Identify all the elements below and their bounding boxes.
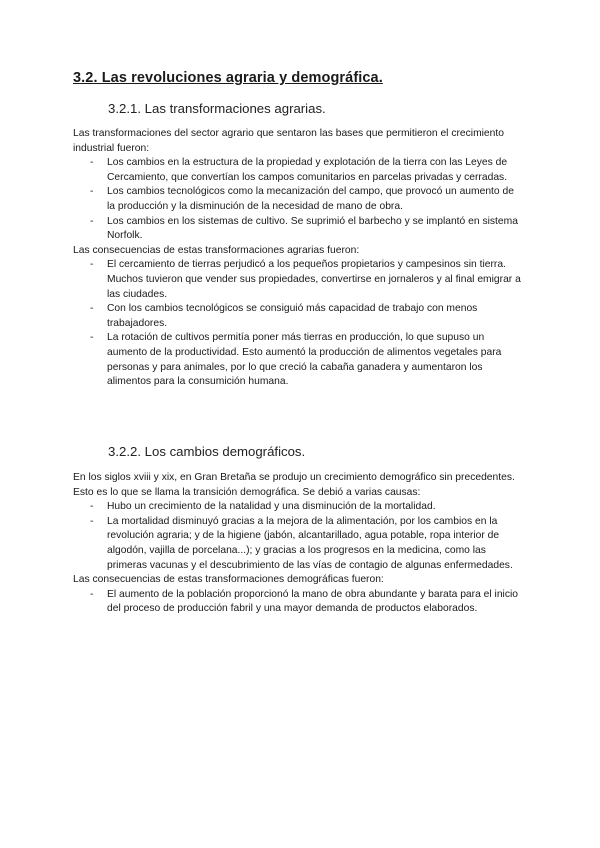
list-item: - Los cambios en la estructura de la propiedad y explotación de la tierra con las Leyes de Cercamiento, que convertían los campos comunitarios en parcelas privadas y cerradas. — [73, 156, 523, 185]
list-item: - Hubo un crecimiento de la natalidad y una disminución de la mortalidad. — [73, 500, 523, 515]
list-item: - Con los cambios tecnológicos se consiguió más capacidad de trabajo con menos trabajadores. — [73, 302, 523, 331]
list-item: - El cercamiento de tierras perjudicó a los pequeños propietarios y campesinos sin tierra. Muchos tuvieron que vender sus propiedades, convertirse en jornaleros y al final emigrar a las ciudades. — [73, 258, 523, 302]
list-item: - Los cambios tecnológicos como la mecanización del campo, que provocó un aumento de la producción y la disminución de la necesidad de mano de obra. — [73, 185, 523, 214]
demografico-list — [73, 500, 523, 573]
demografico-consequences-list — [73, 588, 523, 617]
subsection-title-agraria: 3.2.1. Las transformaciones agrarias. — [108, 101, 326, 116]
list-item: - Los cambios en los sistemas de cultivo. Se suprimió el barbecho y se implantó en sistema Norfolk. — [73, 215, 523, 244]
agraria-intro: Las transformaciones del sector agrario que sentaron las bases que permitieron el crecimiento industrial fueron: — [73, 128, 504, 154]
agraria-consequences-list — [73, 258, 523, 389]
agraria-consequences-intro: Las consecuencias de estas transformaciones agrarias fueron: — [73, 244, 360, 256]
demografico-consequences-intro: Las consecuencias de estas transformaciones demográficas fueron: — [73, 574, 384, 586]
agraria-body — [73, 127, 523, 390]
demografico-intro: En los siglos xviii y xix, en Gran Bretaña se produjo un crecimiento demográfico sin precedentes. Esto es lo que se llama la transición demográfica. Se debió a varias causas: — [73, 472, 515, 498]
list-item: - El aumento de la población proporcionó la mano de obra abundante y barata para el inicio del proceso de producción fabril y una mayor demanda de productos elaborados. — [73, 588, 523, 617]
demografico-body — [73, 471, 523, 617]
list-item: - La rotación de cultivos permitía poner más tierras en producción, lo que supuso un aumento de la productividad. Esto aumentó la producción de alimentos vegetales para personas y para animales, por lo que creció la cabaña ganadera y aumentaron los alimentos para la consumición humana. — [73, 331, 523, 389]
section-title: 3.2. Las revoluciones agraria y demográfica. — [73, 70, 383, 86]
list-item: - La mortalidad disminuyó gracias a la mejora de la alimentación, por los cambios en la revolución agraria; y de la higiene (jabón, alcantarillado, agua potable, ropa interior de algodón, vajilla de porcelana...); y gracias a los progresos en la medicina, como las primeras vacunas y el descubrimiento de las vías de contagio de algunas enfermedades. — [73, 515, 523, 573]
subsection-title-demografico: 3.2.2. Los cambios demográficos. — [108, 444, 306, 459]
agraria-list — [73, 156, 523, 244]
